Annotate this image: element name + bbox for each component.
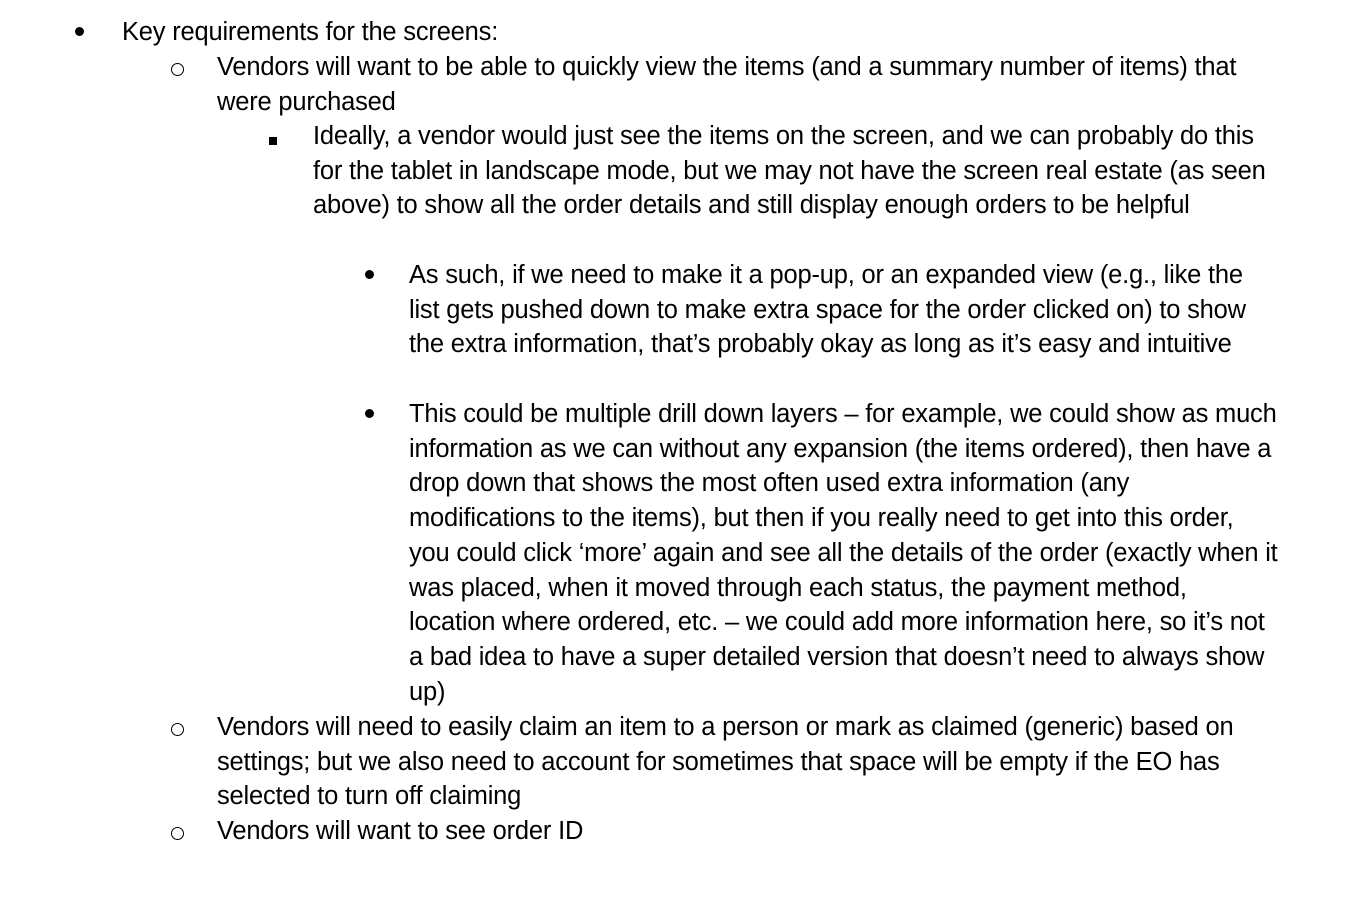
circle-bullet-icon [171,723,184,736]
list-item-text: Ideally, a vendor would just see the items on the screen, and we can probably do this for the tablet in landscape mode, but we may not have the screen real estate (as seen above) to show all the order details and still display enough orders to be helpful [313,122,1266,220]
list-item [217,50,1287,119]
list-item-text: Vendors will need to easily claim an item to a person or mark as claimed (generic) based on settings; but we also need to account for sometimes that space will be empty if the EO has selected to turn off claiming [217,713,1234,811]
list-item [409,258,1279,362]
list-item-text: Key requirements for the screens: [122,18,499,46]
list-item-text: As such, if we need to make it a pop-up, or an expanded view (e.g., like the list gets pushed down to make extra space for the order clicked on) to show the extra information, that’s probably okay as long as it’s easy and intuitive [409,261,1246,359]
list-item [122,15,1272,50]
list-item [217,710,1277,814]
list-item-text: This could be multiple drill down layers – for example, we could show as much information as we can without any expansion (the items ordered), then have a drop down that shows the most often used extra information (any modifications to the items), but then if you really need to get into this order, you could click ‘more’ again and see all the details of the order (exactly when it was placed, when it moved through each status, the payment method, location where ordered, etc. – we could add more information here, so it’s not a bad idea to have a super detailed version that doesn’t need to always show up) [409,400,1278,706]
square-bullet-icon [269,137,277,145]
circle-bullet-icon [171,63,184,76]
list-item-text: Vendors will want to be able to quickly view the items (and a summary number of items) that were purchased [217,53,1237,116]
list-item [313,119,1288,223]
bullet-icon [365,409,374,418]
list-item [217,814,1277,849]
bullet-icon [365,270,374,279]
bullet-icon [75,27,84,36]
list-item [409,397,1279,709]
list-item-text: Vendors will want to see order ID [217,817,584,845]
circle-bullet-icon [171,827,184,840]
